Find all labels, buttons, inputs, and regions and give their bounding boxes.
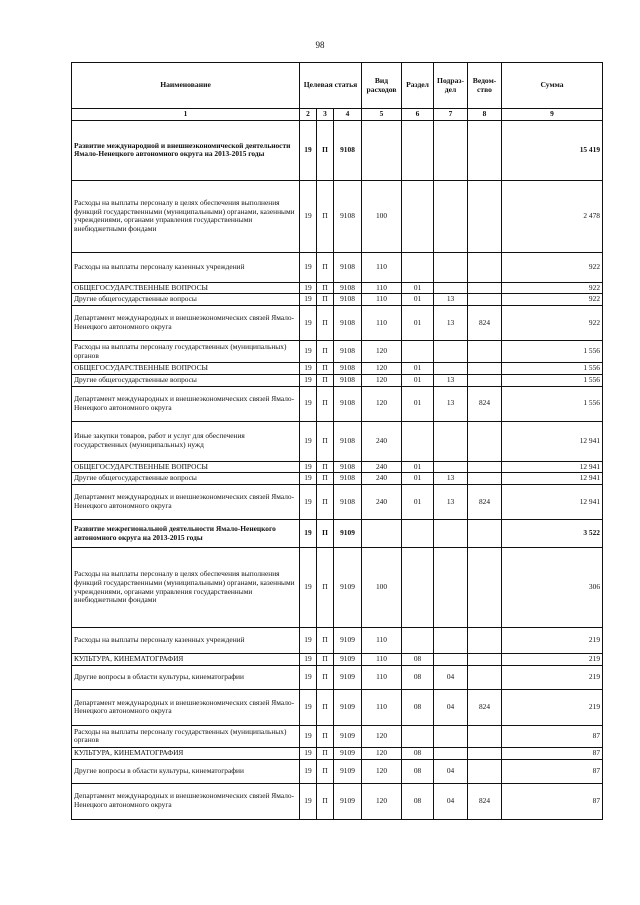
subsection-cell	[434, 628, 468, 654]
table-row	[72, 759, 603, 783]
expense-type-cell: 120	[362, 386, 402, 421]
sum-cell: 12 941	[502, 473, 603, 485]
target-part-1: 19	[300, 461, 317, 473]
header-subsection: Подраз-дел	[434, 63, 468, 109]
target-part-3: 9108	[334, 363, 362, 375]
expense-type-cell: 120	[362, 341, 402, 363]
target-part-2: П	[317, 665, 334, 689]
section-cell	[402, 252, 434, 282]
target-part-2: П	[317, 180, 334, 252]
table-row	[72, 120, 603, 180]
index-cell: 3	[317, 109, 334, 121]
target-part-3: 9109	[334, 520, 362, 548]
header-name: Наименование	[72, 63, 300, 109]
section-cell: 01	[402, 473, 434, 485]
expense-type-cell: 110	[362, 665, 402, 689]
subsection-cell	[434, 282, 468, 294]
subsection-cell	[434, 120, 468, 180]
department-cell	[468, 747, 502, 759]
row-name: Развитие международной и внешнеэкономической деятельности Ямало-Ненецкого автономного округа на 2013-2015 годы	[72, 120, 300, 180]
target-part-3: 9108	[334, 374, 362, 386]
sum-cell: 87	[502, 759, 603, 783]
department-cell: 824	[468, 386, 502, 421]
target-part-2: П	[317, 421, 334, 461]
header-department: Ведом-ство	[468, 63, 502, 109]
expense-type-cell: 120	[362, 725, 402, 747]
target-part-1: 19	[300, 363, 317, 375]
department-cell	[468, 520, 502, 548]
expense-type-cell: 110	[362, 689, 402, 725]
department-cell: 824	[468, 689, 502, 725]
target-part-3: 9109	[334, 747, 362, 759]
target-part-2: П	[317, 548, 334, 628]
table-body	[72, 120, 603, 819]
target-part-2: П	[317, 783, 334, 819]
target-part-2: П	[317, 485, 334, 520]
index-cell: 4	[334, 109, 362, 121]
row-name: ОБЩЕГОСУДАРСТВЕННЫЕ ВОПРОСЫ	[72, 461, 300, 473]
department-cell	[468, 461, 502, 473]
sum-cell: 87	[502, 747, 603, 759]
department-cell	[468, 294, 502, 306]
department-cell	[468, 341, 502, 363]
row-name: Департамент международных и внешнеэкономических связей Ямало-Ненецкого автономного округа	[72, 306, 300, 341]
row-name: Департамент международных и внешнеэкономических связей Ямало-Ненецкого автономного округа	[72, 485, 300, 520]
section-cell: 01	[402, 282, 434, 294]
department-cell	[468, 473, 502, 485]
target-part-2: П	[317, 654, 334, 666]
subsection-cell	[434, 548, 468, 628]
department-cell	[468, 759, 502, 783]
row-name: Другие общегосударственные вопросы	[72, 473, 300, 485]
expense-type-cell	[362, 520, 402, 548]
index-cell: 9	[502, 109, 603, 121]
target-part-2: П	[317, 120, 334, 180]
target-part-3: 9108	[334, 180, 362, 252]
sum-cell: 219	[502, 654, 603, 666]
row-name: ОБЩЕГОСУДАРСТВЕННЫЕ ВОПРОСЫ	[72, 363, 300, 375]
target-part-1: 19	[300, 548, 317, 628]
section-cell: 01	[402, 374, 434, 386]
target-part-3: 9108	[334, 306, 362, 341]
expense-type-cell: 120	[362, 374, 402, 386]
target-part-2: П	[317, 520, 334, 548]
target-part-3: 9108	[334, 421, 362, 461]
expense-type-cell: 120	[362, 783, 402, 819]
row-name: ОБЩЕГОСУДАРСТВЕННЫЕ ВОПРОСЫ	[72, 282, 300, 294]
index-cell: 1	[72, 109, 300, 121]
expense-type-cell: 110	[362, 654, 402, 666]
target-part-1: 19	[300, 628, 317, 654]
table-row	[72, 689, 603, 725]
subsection-cell: 13	[434, 294, 468, 306]
sum-cell: 219	[502, 689, 603, 725]
target-part-3: 9108	[334, 485, 362, 520]
sum-cell: 922	[502, 306, 603, 341]
row-name: Другие вопросы в области культуры, кинематографии	[72, 759, 300, 783]
subsection-cell	[434, 252, 468, 282]
section-cell: 01	[402, 485, 434, 520]
table-row	[72, 485, 603, 520]
expense-type-cell: 110	[362, 306, 402, 341]
header-row	[72, 63, 603, 109]
row-name: КУЛЬТУРА, КИНЕМАТОГРАФИЯ	[72, 747, 300, 759]
section-cell	[402, 548, 434, 628]
section-cell	[402, 628, 434, 654]
expense-type-cell: 240	[362, 461, 402, 473]
target-part-1: 19	[300, 421, 317, 461]
subsection-cell	[434, 461, 468, 473]
subsection-cell: 04	[434, 759, 468, 783]
row-name: Другие общегосударственные вопросы	[72, 294, 300, 306]
department-cell	[468, 654, 502, 666]
department-cell: 824	[468, 485, 502, 520]
subsection-cell	[434, 725, 468, 747]
target-part-1: 19	[300, 689, 317, 725]
sum-cell: 922	[502, 252, 603, 282]
target-part-2: П	[317, 306, 334, 341]
expense-type-cell: 110	[362, 252, 402, 282]
table-row	[72, 341, 603, 363]
target-part-3: 9109	[334, 665, 362, 689]
target-part-3: 9108	[334, 282, 362, 294]
header-sum: Сумма	[502, 63, 603, 109]
row-name: Департамент международных и внешнеэкономических связей Ямало-Ненецкого автономного округа	[72, 386, 300, 421]
expense-type-cell	[362, 120, 402, 180]
table-row	[72, 282, 603, 294]
sum-cell: 1 556	[502, 363, 603, 375]
department-cell: 824	[468, 306, 502, 341]
section-cell: 08	[402, 747, 434, 759]
sum-cell: 2 478	[502, 180, 603, 252]
target-part-3: 9109	[334, 628, 362, 654]
subsection-cell: 13	[434, 306, 468, 341]
section-cell: 08	[402, 665, 434, 689]
row-name: КУЛЬТУРА, КИНЕМАТОГРАФИЯ	[72, 654, 300, 666]
department-cell	[468, 374, 502, 386]
department-cell	[468, 120, 502, 180]
expense-type-cell: 120	[362, 747, 402, 759]
sum-cell: 15 419	[502, 120, 603, 180]
budget-table	[71, 62, 603, 820]
row-name: Расходы на выплаты персоналу государственных (муниципальных) органов	[72, 341, 300, 363]
sum-cell: 922	[502, 282, 603, 294]
sum-cell: 12 941	[502, 421, 603, 461]
sum-cell: 219	[502, 665, 603, 689]
section-cell	[402, 341, 434, 363]
header-section: Раздел	[402, 63, 434, 109]
row-name: Расходы на выплаты персоналу в целях обеспечения выполнения функций государственными (муниципальными) органами, казенными учреждениями, органами управления государственными внебюджетными фондами	[72, 180, 300, 252]
sum-cell: 306	[502, 548, 603, 628]
table-row	[72, 374, 603, 386]
subsection-cell	[434, 654, 468, 666]
subsection-cell	[434, 520, 468, 548]
target-part-1: 19	[300, 473, 317, 485]
subsection-cell: 04	[434, 665, 468, 689]
expense-type-cell: 120	[362, 363, 402, 375]
target-part-1: 19	[300, 374, 317, 386]
expense-type-cell: 110	[362, 628, 402, 654]
target-part-2: П	[317, 461, 334, 473]
target-part-3: 9109	[334, 725, 362, 747]
target-part-1: 19	[300, 282, 317, 294]
index-row	[72, 109, 603, 121]
sum-cell: 1 556	[502, 341, 603, 363]
subsection-cell	[434, 180, 468, 252]
row-name: Другие общегосударственные вопросы	[72, 374, 300, 386]
department-cell	[468, 252, 502, 282]
target-part-1: 19	[300, 306, 317, 341]
row-name: Расходы на выплаты персоналу в целях обеспечения выполнения функций государственными (муниципальными) органами, казенными учреждениями, органами управления государственными внебюджетными фондами	[72, 548, 300, 628]
table-row	[72, 386, 603, 421]
target-part-2: П	[317, 759, 334, 783]
target-part-2: П	[317, 294, 334, 306]
section-cell	[402, 120, 434, 180]
expense-type-cell: 240	[362, 473, 402, 485]
page-number: 98	[315, 40, 325, 50]
table-row	[72, 665, 603, 689]
section-cell	[402, 725, 434, 747]
table-row	[72, 252, 603, 282]
sum-cell: 3 522	[502, 520, 603, 548]
target-part-1: 19	[300, 120, 317, 180]
target-part-2: П	[317, 628, 334, 654]
target-part-2: П	[317, 689, 334, 725]
expense-type-cell: 240	[362, 421, 402, 461]
table-row	[72, 306, 603, 341]
target-part-3: 9108	[334, 294, 362, 306]
section-cell: 01	[402, 294, 434, 306]
index-cell: 7	[434, 109, 468, 121]
department-cell: 824	[468, 783, 502, 819]
index-cell: 5	[362, 109, 402, 121]
section-cell: 08	[402, 783, 434, 819]
table-row	[72, 520, 603, 548]
table-row	[72, 783, 603, 819]
target-part-1: 19	[300, 386, 317, 421]
subsection-cell	[434, 421, 468, 461]
target-part-2: П	[317, 363, 334, 375]
sum-cell: 922	[502, 294, 603, 306]
target-part-2: П	[317, 374, 334, 386]
header-expense-type: Вид расходов	[362, 63, 402, 109]
department-cell	[468, 548, 502, 628]
target-part-3: 9109	[334, 654, 362, 666]
subsection-cell	[434, 747, 468, 759]
target-part-1: 19	[300, 294, 317, 306]
department-cell	[468, 725, 502, 747]
subsection-cell	[434, 341, 468, 363]
expense-type-cell: 110	[362, 294, 402, 306]
target-part-2: П	[317, 747, 334, 759]
table-row	[72, 363, 603, 375]
section-cell	[402, 180, 434, 252]
target-part-2: П	[317, 252, 334, 282]
target-part-1: 19	[300, 341, 317, 363]
target-part-3: 9108	[334, 461, 362, 473]
target-part-3: 9108	[334, 473, 362, 485]
target-part-1: 19	[300, 783, 317, 819]
table-row	[72, 461, 603, 473]
target-part-1: 19	[300, 759, 317, 783]
target-part-2: П	[317, 725, 334, 747]
department-cell	[468, 363, 502, 375]
index-cell: 2	[300, 109, 317, 121]
table-row	[72, 628, 603, 654]
section-cell: 08	[402, 689, 434, 725]
index-cell: 6	[402, 109, 434, 121]
target-part-1: 19	[300, 665, 317, 689]
target-part-1: 19	[300, 747, 317, 759]
department-cell	[468, 665, 502, 689]
table-row	[72, 725, 603, 747]
table-row	[72, 180, 603, 252]
target-part-1: 19	[300, 520, 317, 548]
header-target: Целевая статья	[300, 63, 362, 109]
table-row	[72, 747, 603, 759]
target-part-1: 19	[300, 180, 317, 252]
section-cell: 01	[402, 461, 434, 473]
sum-cell: 1 556	[502, 386, 603, 421]
subsection-cell	[434, 363, 468, 375]
target-part-2: П	[317, 341, 334, 363]
target-part-3: 9108	[334, 120, 362, 180]
table-row	[72, 548, 603, 628]
section-cell	[402, 520, 434, 548]
target-part-3: 9109	[334, 783, 362, 819]
sum-cell: 12 941	[502, 461, 603, 473]
subsection-cell: 13	[434, 473, 468, 485]
section-cell: 01	[402, 306, 434, 341]
subsection-cell: 04	[434, 689, 468, 725]
sum-cell: 87	[502, 725, 603, 747]
section-cell: 08	[402, 759, 434, 783]
target-part-1: 19	[300, 654, 317, 666]
table-row	[72, 654, 603, 666]
expense-type-cell: 240	[362, 485, 402, 520]
sum-cell: 12 941	[502, 485, 603, 520]
section-cell: 08	[402, 654, 434, 666]
expense-type-cell: 120	[362, 759, 402, 783]
target-part-3: 9109	[334, 548, 362, 628]
expense-type-cell: 100	[362, 180, 402, 252]
row-name: Департамент международных и внешнеэкономических связей Ямало-Ненецкого автономного округа	[72, 783, 300, 819]
target-part-1: 19	[300, 252, 317, 282]
section-cell: 01	[402, 363, 434, 375]
target-part-2: П	[317, 282, 334, 294]
row-name: Расходы на выплаты персоналу казенных учреждений	[72, 628, 300, 654]
row-name: Развитие межрегиональной деятельности Ямало-Ненецкого автономного округа на 2013-2015 годы	[72, 520, 300, 548]
target-part-3: 9109	[334, 689, 362, 725]
target-part-3: 9108	[334, 341, 362, 363]
target-part-3: 9109	[334, 759, 362, 783]
section-cell: 01	[402, 386, 434, 421]
row-name: Расходы на выплаты персоналу государственных (муниципальных) органов	[72, 725, 300, 747]
subsection-cell: 13	[434, 386, 468, 421]
table-row	[72, 294, 603, 306]
row-name: Другие вопросы в области культуры, кинематографии	[72, 665, 300, 689]
department-cell	[468, 628, 502, 654]
table-row	[72, 421, 603, 461]
target-part-1: 19	[300, 725, 317, 747]
department-cell	[468, 421, 502, 461]
target-part-2: П	[317, 386, 334, 421]
sum-cell: 219	[502, 628, 603, 654]
expense-type-cell: 100	[362, 548, 402, 628]
table-row	[72, 473, 603, 485]
row-name: Департамент международных и внешнеэкономических связей Ямало-Ненецкого автономного округа	[72, 689, 300, 725]
sum-cell: 87	[502, 783, 603, 819]
row-name: Иные закупки товаров, работ и услуг для обеспечения государственных (муниципальных) нужд	[72, 421, 300, 461]
subsection-cell: 13	[434, 485, 468, 520]
target-part-3: 9108	[334, 252, 362, 282]
row-name: Расходы на выплаты персоналу казенных учреждений	[72, 252, 300, 282]
target-part-3: 9108	[334, 386, 362, 421]
subsection-cell: 04	[434, 783, 468, 819]
target-part-2: П	[317, 473, 334, 485]
target-part-1: 19	[300, 485, 317, 520]
subsection-cell: 13	[434, 374, 468, 386]
department-cell	[468, 282, 502, 294]
sum-cell: 1 556	[502, 374, 603, 386]
section-cell	[402, 421, 434, 461]
expense-type-cell: 110	[362, 282, 402, 294]
index-cell: 8	[468, 109, 502, 121]
department-cell	[468, 180, 502, 252]
